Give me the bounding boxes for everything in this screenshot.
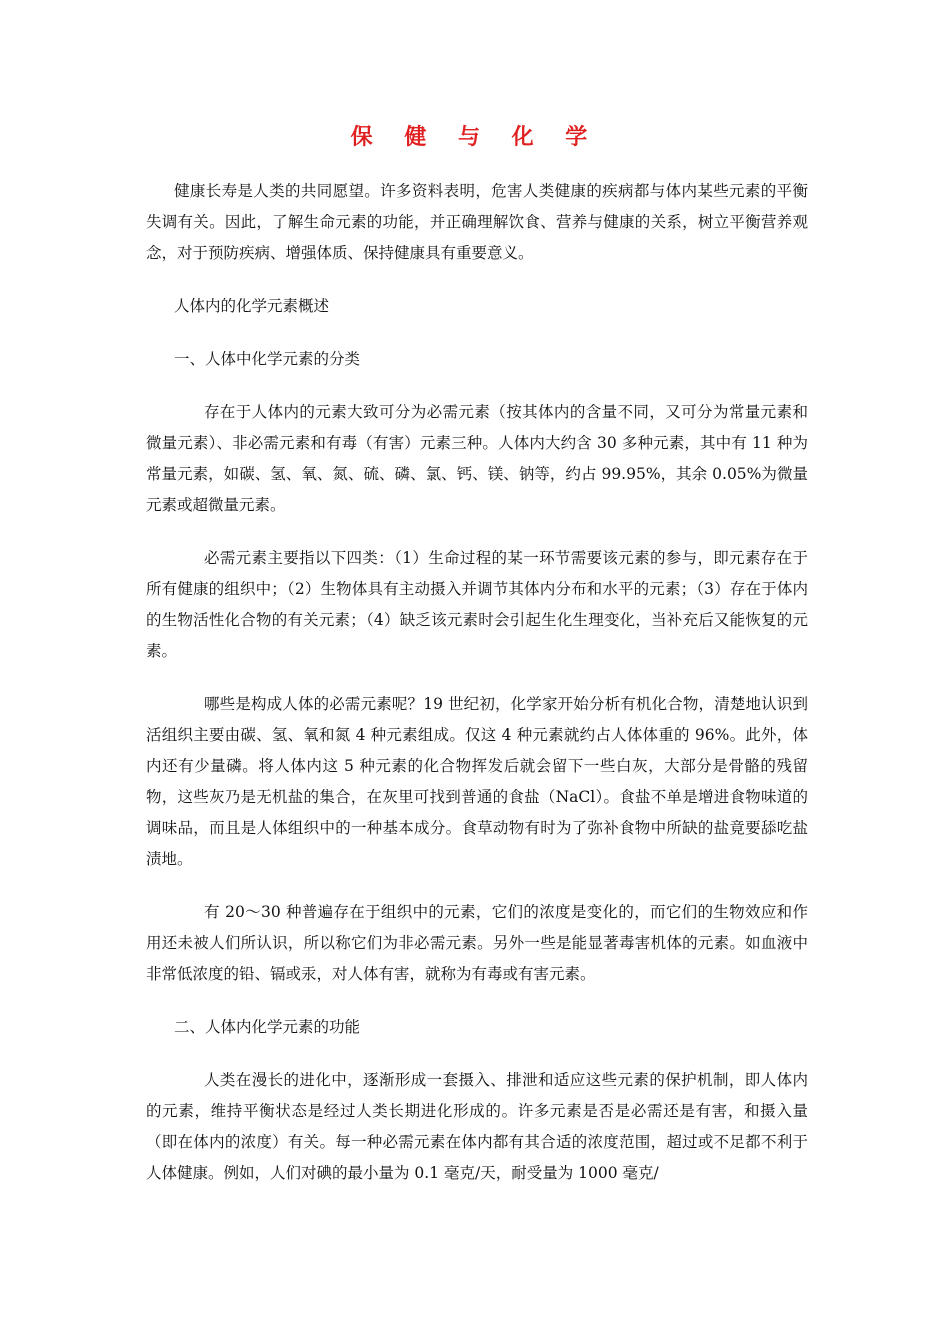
functions-paragraph: 人类在漫长的进化中，逐渐形成一套摄入、排泄和适应这些元素的保护机制，即人体内的元素，维持平衡状态是经过人类长期进化形成的。许多元素是否是必需还是有害，和摄入量（即在体内的浓度）有关。每一种必需元素在体内都有其合适的浓度范围，超过或不足都不利于人体健康。例如，人们对碘的最小量为 0.1 毫克/天，耐受量为 1000 毫克/ xyxy=(146,1071,808,1182)
essential-elements-paragraph: 必需元素主要指以下四类：（1）生命过程的某一环节需要该元素的参与，即元素存在于所有健康的组织中；（2）生物体具有主动摄入并调节其体内分布和水平的元素；（3）存在于体内的生物活性化合物的有关元素；（4）缺乏该元素时会引起生化生理变化，当补充后又能恢复的元素。 xyxy=(146,549,808,660)
document-body xyxy=(146,176,808,1211)
nonessential-elements-paragraph: 有 20～30 种普遍存在于组织中的元素，它们的浓度是变化的，而它们的生物效应和作用还未被人们所认识，所以称它们为非必需元素。另外一些是能显著毒害机体的元素。如血液中非常低浓度的铅、镉或汞，对人体有害，就称为有毒或有害元素。 xyxy=(146,903,808,983)
document-title: 保 健 与 化 学 xyxy=(350,124,600,150)
classification-paragraph: 存在于人体内的元素大致可分为必需元素（按其体内的含量不同，又可分为常量元素和微量元素）、非必需元素和有毒（有害）元素三种。人体内大约含 30 多种元素，其中有 11 种为常量元素，如碳、氢、氧、氮、硫、磷、氯、钙、镁、钠等，约占 99.95%，其余 0.05%为微量元素或超微量元素。 xyxy=(146,403,808,514)
composition-paragraph: 哪些是构成人体的必需元素呢？19 世纪初，化学家开始分析有机化合物，清楚地认识到活组织主要由碳、氢、氧和氮 4 种元素组成。仅这 4 种元素就约占人体体重的 96%。此外，体内还有少量磷。将人体内这 5 种元素的化合物挥发后就会留下一些白灰，大部分是骨骼的残留物，这些灰乃是无机盐的集合，在灰里可找到普通的食盐（NaCl）。食盐不单是增进食物味道的调味品，而且是人体组织中的一种基本成分。食草动物有时为了弥补食物中所缺的盐竟要舔吃盐渍地。 xyxy=(146,695,808,868)
functions-heading: 二、人体内化学元素的功能 xyxy=(174,1018,361,1036)
classification-heading: 一、人体中化学元素的分类 xyxy=(174,350,361,368)
intro-paragraph: 健康长寿是人类的共同愿望。许多资料表明，危害人类健康的疾病都与体内某些元素的平衡失调有关。因此，了解生命元素的功能，并正确理解饮食、营养与健康的关系，树立平衡营养观念，对于预防疾病、增强体质、保持健康具有重要意义。 xyxy=(146,182,808,262)
section-overview-heading: 人体内的化学元素概述 xyxy=(174,297,330,315)
